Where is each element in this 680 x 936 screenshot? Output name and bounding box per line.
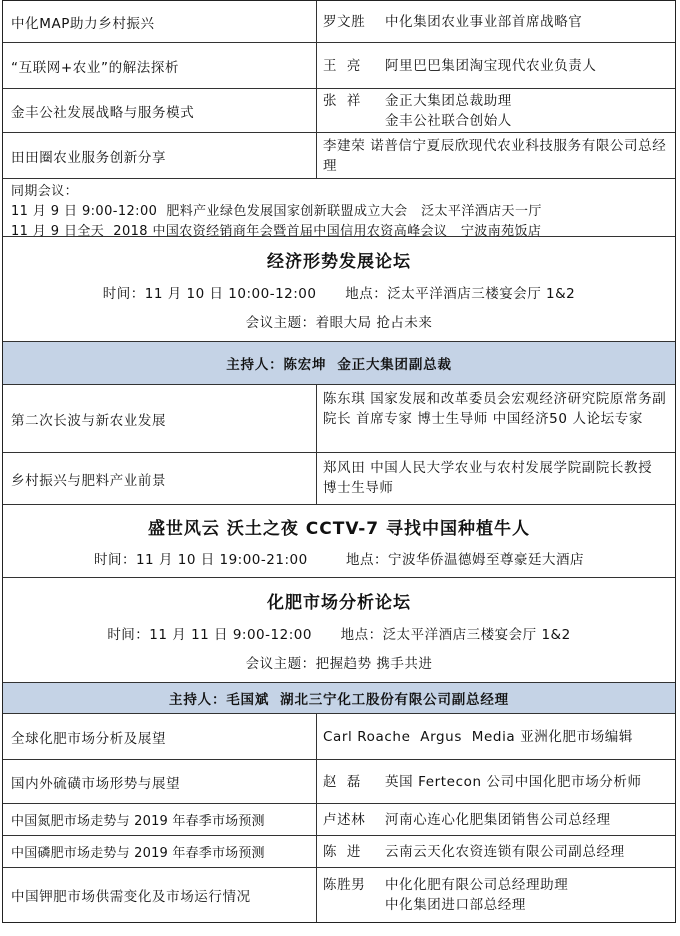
topic-cell: 中国氮肥市场走势与 2019 年春季市场预测 — [3, 804, 317, 835]
speaker-name: 张 祥 — [323, 92, 361, 109]
speaker-title: 云南云天化农资连锁有限公司副总经理 — [385, 843, 625, 860]
speaker-title-extra: 金丰公社联合创始人 — [385, 112, 512, 129]
speaker-cell: 郑风田 中国人民大学农业与农村发展学院副院长教授 博士生导师 — [323, 460, 653, 496]
topic-cell: 国内外硫磺市场形势与展望 — [3, 760, 317, 803]
speaker-cell — [317, 43, 675, 88]
speaker-text — [323, 136, 669, 176]
agenda-row — [3, 760, 675, 804]
agenda-row — [3, 714, 675, 760]
topic-cell: 乡村振兴与肥料产业前景 — [3, 453, 317, 504]
section-header — [3, 578, 675, 683]
speaker-name: 陈胜男 — [323, 877, 366, 893]
concurrent-meetings — [3, 179, 675, 237]
speaker-cell — [317, 89, 675, 132]
speaker-cell: 陈东琪 国家发展和改革委员会宏观经济研究院原常务副院长 首席专家 博士生导师 中国经济50 人论坛专家 — [323, 391, 667, 427]
section-header — [3, 505, 675, 578]
speaker-cell — [317, 836, 675, 867]
speaker-cell — [317, 868, 675, 922]
speaker-name: 赵 磊 — [323, 773, 361, 790]
topic-cell: 中化MAP助力乡村振兴 — [3, 1, 317, 42]
host-bar: 主持人：毛国斌 湖北三宁化工股份有限公司副总经理 — [3, 683, 675, 714]
speaker-title: 阿里巴巴集团淘宝现代农业负责人 — [385, 57, 597, 74]
speaker-cell — [317, 714, 675, 759]
speaker-name: 王 亮 — [323, 57, 361, 74]
section-title: 盛世风云 沃土之夜 CCTV-7 寻找中国种植牛人 — [147, 519, 531, 539]
speaker-cell — [317, 804, 675, 835]
agenda-row — [3, 453, 675, 505]
topic-cell: 田田圈农业服务创新分享 — [3, 133, 317, 178]
section-time-venue: 时间：11 月 11 日 9:00-12:00 地点：泛太平洋酒店三楼宴会厅 1&2 — [107, 626, 571, 643]
agenda-row — [3, 804, 675, 836]
host-bar: 主持人：陈宏坤 金正大集团副总裁 — [3, 342, 675, 385]
section-theme: 会议主题：把握趋势 携手共进 — [245, 656, 433, 673]
topic-cell: 全球化肥市场分析及展望 — [3, 714, 317, 759]
section-header — [3, 237, 675, 342]
agenda-row — [3, 868, 675, 922]
agenda-row — [3, 43, 675, 89]
agenda-row — [3, 89, 675, 133]
speaker-title: 中化集团农业事业部首席战略官 — [385, 13, 583, 30]
section-title: 化肥市场分析论坛 — [267, 592, 411, 613]
speaker-title: Carl Roache Argus Media 亚洲化肥市场编辑 — [323, 728, 633, 745]
speaker-title: 金正大集团总裁助理 — [385, 92, 512, 109]
agenda-row — [3, 133, 675, 179]
section-time-venue: 时间：11 月 10 日 10:00-12:00 地点：泛太平洋酒店三楼宴会厅 1&2 — [102, 285, 576, 302]
topic-cell: “互联网+农业”的解法探析 — [3, 43, 317, 88]
section-theme: 会议主题：着眼大局 抢占未来 — [245, 315, 433, 332]
topic-cell: 中国磷肥市场走势与 2019 年春季市场预测 — [3, 836, 317, 867]
speaker-cell — [317, 133, 675, 178]
concurrent-line: 11 月 9 日 9:00-12:00 肥料产业绿色发展国家创新联盟成立大会 泛太平洋酒店天一厅 — [11, 204, 542, 219]
section-time-venue: 时间：11 月 10 日 19:00-21:00 地点：宁波华侨温德姆至尊豪廷大酒店 — [93, 552, 585, 568]
topic-cell: 第二次长波与新农业发展 — [3, 385, 317, 452]
speaker-name: 陈 进 — [323, 843, 361, 860]
speaker-cell — [317, 1, 675, 42]
speaker-title: 中化化肥有限公司总经理助理 — [385, 877, 569, 893]
speaker-name: 卢述林 — [323, 811, 366, 828]
agenda-row — [3, 1, 675, 43]
agenda-table — [2, 0, 676, 923]
topic-cell: 中国钾肥市场供需变化及市场运行情况 — [3, 868, 317, 922]
speaker-title: 河南心连心化肥集团销售公司总经理 — [385, 811, 611, 828]
section-title: 经济形势发展论坛 — [267, 251, 411, 272]
agenda-row — [3, 836, 675, 868]
concurrent-label: 同期会议： — [11, 184, 79, 199]
speaker-title: 诺普信宁夏辰欣现代农业科技服务有限公司总经理 — [323, 137, 667, 174]
speaker-title: 英国 Fertecon 公司中国化肥市场分析师 — [385, 773, 642, 790]
speaker-title-extra: 中化集团进口部总经理 — [385, 897, 526, 913]
speaker-cell — [317, 760, 675, 803]
speaker-name: 李建荣 — [323, 137, 366, 154]
speaker-name: 罗文胜 — [323, 13, 366, 30]
topic-cell: 金丰公社发展战略与服务模式 — [3, 89, 317, 132]
concurrent-line: 11 月 9 日全天 2018 中国农资经销商年会暨首届中国信用农资高峰会议 宁波南苑饭店 — [11, 224, 542, 239]
agenda-row — [3, 385, 675, 453]
